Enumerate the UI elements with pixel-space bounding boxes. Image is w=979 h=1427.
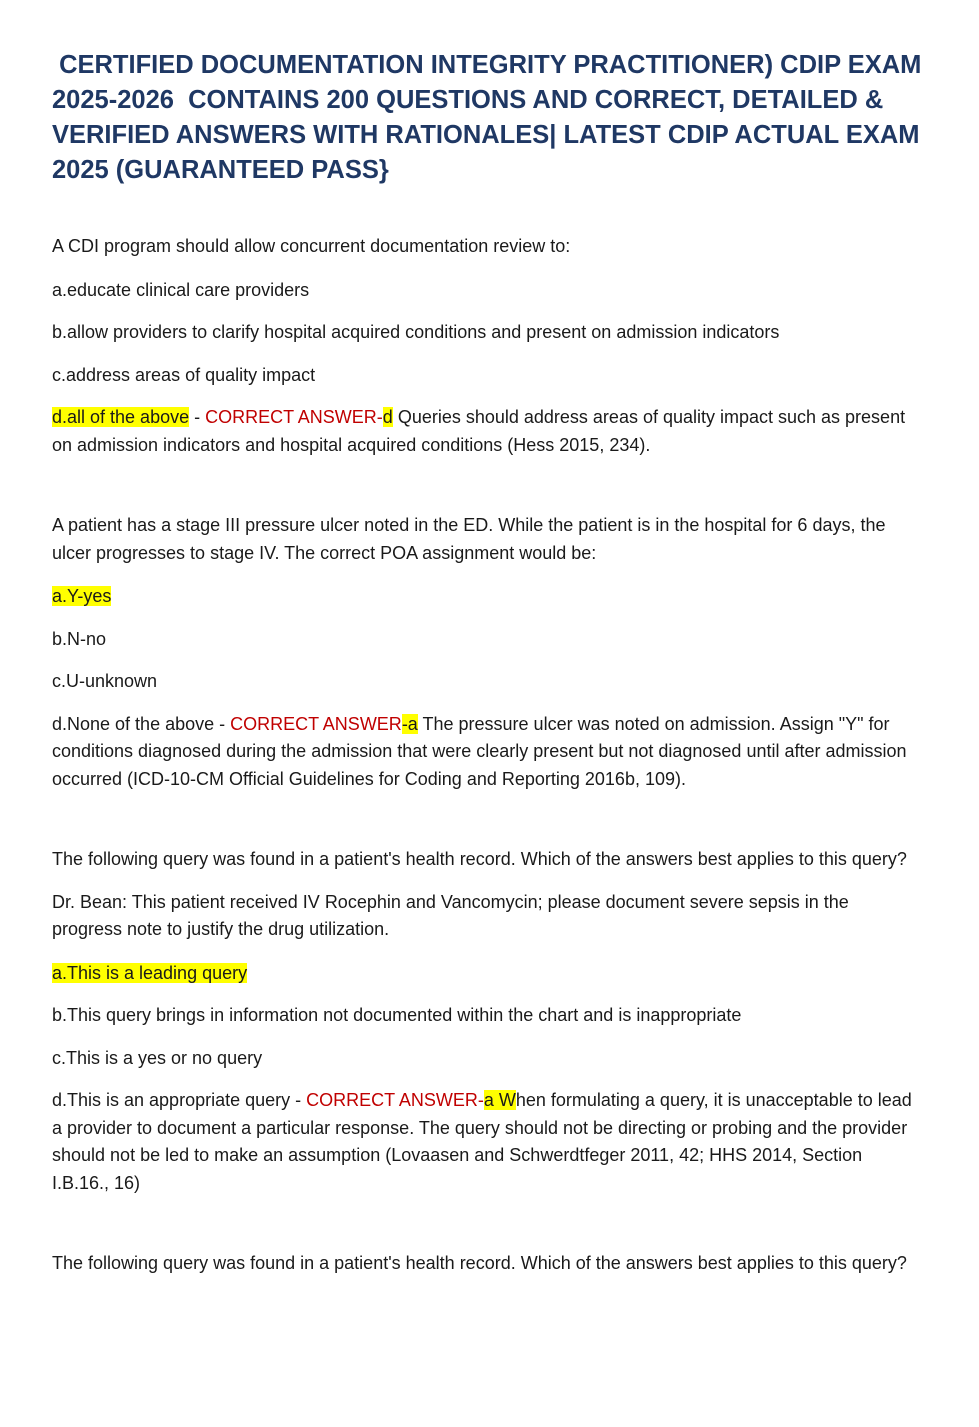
question-2 bbox=[52, 512, 922, 793]
option-a: a.educate clinical care providers bbox=[52, 279, 310, 300]
correct-answer-letter: d bbox=[382, 407, 393, 427]
option-b: b.N-no bbox=[52, 628, 107, 649]
answer-rationale: hen formulating a query, it is unacceptable to lead a provider to document a particular response. The query should not be directing or probing and the provider should not be led to make an assumption (Lovaasen and Schwerdtfeger 2011, 42; HHS 2014, Section I.B.16., 16) bbox=[52, 1090, 912, 1193]
question-stem: A CDI program should allow concurrent documentation review to: bbox=[52, 236, 571, 256]
correct-answer-letter: -a bbox=[401, 713, 418, 734]
option-c: c.address areas of quality impact bbox=[52, 364, 316, 385]
question-stem: The following query was found in a patient's health record. Which of the answers best applies to this query? bbox=[52, 849, 907, 869]
correct-answer-label: CORRECT ANSWER bbox=[230, 713, 402, 734]
answer-separator: - bbox=[290, 1090, 307, 1110]
query-text: Dr. Bean: This patient received IV Rocephin and Vancomycin; please document severe sepsis in the progress note to justify the drug utilization. bbox=[52, 891, 849, 939]
answer-rationale: The pressure ulcer was noted on admission. Assign "Y" for conditions diagnosed during the admission that were clearly present but not diagnosed until after admission occurred (ICD-10-CM Official Guidelines for Coding and Reporting 2016b, 109). bbox=[52, 713, 907, 789]
question-stem: The following query was found in a patient's health record. Which of the answers best applies to this query? bbox=[52, 1253, 907, 1273]
question-4 bbox=[52, 1250, 922, 1278]
option-a-highlighted: a.Y-yes bbox=[52, 586, 112, 606]
option-d-text: d.This is an appropriate query bbox=[52, 1090, 291, 1110]
question-3 bbox=[52, 846, 922, 1197]
answer-separator: - bbox=[189, 407, 206, 427]
document-title: CERTIFIED DOCUMENTATION INTEGRITY PRACTITIONER) CDIP EXAM 2025-2026 CONTAINS 200 QUESTIONS AND CORRECT, DETAILED & VERIFIED ANSWERS WITH RATIONALES| LATEST CDIP ACTUAL EXAM 2025 (GUARANTEED PASS} bbox=[52, 51, 929, 184]
option-b: b.allow providers to clarify hospital acquired conditions and present on admission indicators bbox=[52, 322, 780, 342]
option-d-with-answer bbox=[52, 711, 922, 794]
correct-answer-label: CORRECT ANSWER- bbox=[205, 407, 383, 427]
option-a-highlighted: a.This is a leading query bbox=[52, 962, 248, 983]
option-d-text: d.None of the above bbox=[52, 713, 215, 734]
answer-separator: - bbox=[214, 713, 231, 734]
option-a bbox=[52, 960, 922, 988]
correct-answer-label: CORRECT ANSWER- bbox=[306, 1090, 484, 1110]
option-b: b.This query brings in information not documented within the chart and is inappropriate bbox=[52, 1005, 742, 1025]
option-d-highlighted: d.all of the above bbox=[52, 407, 190, 427]
option-d-with-answer bbox=[52, 404, 922, 459]
document-page bbox=[52, 48, 929, 1278]
question-stem: A patient has a stage III pressure ulcer noted in the ED. While the patient is in the hospital for 6 days, the ulcer progresses to stage IV. The correct POA assignment would be: bbox=[52, 515, 886, 563]
correct-answer-letter: a W bbox=[483, 1090, 516, 1110]
option-c: c.U-unknown bbox=[52, 671, 158, 691]
option-c: c.This is a yes or no query bbox=[52, 1047, 263, 1068]
option-d-with-answer bbox=[52, 1087, 922, 1197]
option-a bbox=[52, 583, 922, 611]
question-1 bbox=[52, 233, 922, 459]
answer-rationale: Queries should address areas of quality impact such as present on admission indicators and hospital acquired conditions (Hess 2015, 234). bbox=[52, 407, 906, 455]
